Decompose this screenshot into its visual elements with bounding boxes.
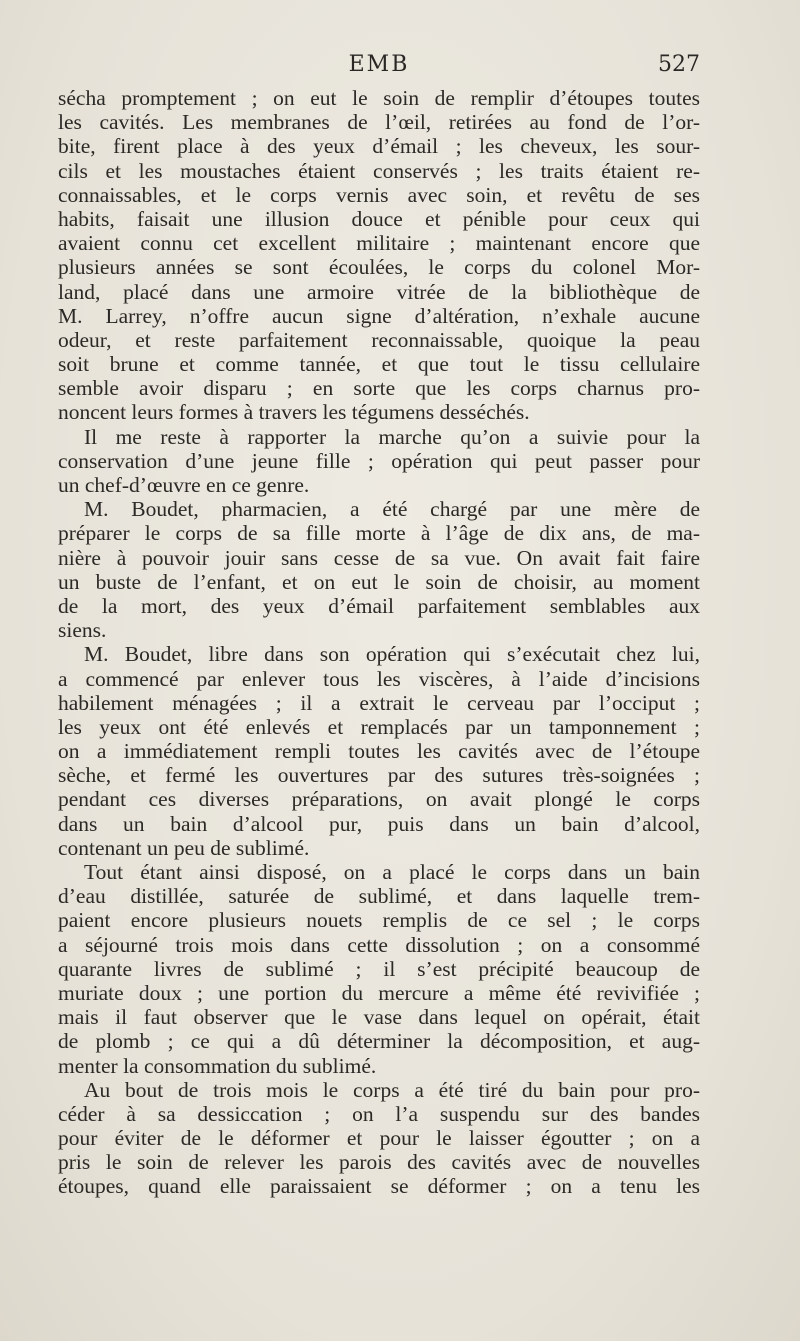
text-line: un chef-d’œuvre en ce genre.: [58, 473, 310, 497]
text-line: a commencé par enlever tous les viscères, à l’aide d’incisions: [58, 666, 700, 691]
text-line: habilement ménagées ; il a extrait le cerveau par l’occiput ;: [58, 690, 700, 715]
text-line: contenant un peu de sublimé.: [58, 835, 310, 860]
text-line: d’eau distillée, saturée de sublimé, et dans laquelle trem-: [58, 884, 700, 909]
text-line: sécha promptement ; on eut le soin de remplir d’étoupes toutes: [58, 86, 700, 110]
text-line: de la mort, des yeux d’émail parfaitement semblables aux: [58, 593, 700, 618]
paragraph: [58, 860, 700, 1078]
running-head: EMB: [348, 52, 410, 77]
text-line: M. Boudet, libre dans son opération qui s’exécutait chez lui,: [84, 642, 700, 667]
text-line: céder à sa dessiccation ; on l’a suspendu sur des bandes: [58, 1101, 700, 1126]
text-line: on a immédiatement rempli toutes les cavités avec de l’étoupe: [58, 739, 700, 764]
text-line: land, placé dans une armoire vitrée de la bibliothèque de: [58, 279, 700, 304]
text-line: habits, faisait une illusion douce et pénible pour ceux qui: [58, 206, 700, 231]
paragraph: [58, 642, 700, 860]
text-line: Tout étant ainsi disposé, on a placé le corps dans un bain: [84, 860, 700, 884]
text-line: pour éviter de le déformer et pour le laisser égoutter ; on a: [58, 1126, 700, 1151]
paragraph: [58, 497, 700, 642]
text-line: avaient connu cet excellent militaire ; maintenant encore que: [58, 231, 700, 256]
text-line: préparer le corps de sa fille morte à l’âge de dix ans, de ma-: [58, 521, 700, 546]
text-line: a séjourné trois mois dans cette dissolution ; on a consommé: [58, 932, 700, 957]
text-line: semble avoir disparu ; en sorte que les corps charnus pro-: [58, 376, 700, 401]
text-line: quarante livres de sublimé ; il s’est précipité beaucoup de: [58, 956, 700, 981]
page-number: 527: [658, 52, 700, 77]
paragraph: [58, 425, 700, 498]
page-header: [58, 52, 700, 86]
text-line: les cavités. Les membranes de l’œil, retirées au fond de l’or-: [58, 110, 700, 135]
text-line: M. Boudet, pharmacien, a été chargé par une mère de: [84, 497, 700, 522]
text-line: nière à pouvoir jouir sans cesse de sa vue. On avait fait faire: [58, 545, 700, 570]
text-line: odeur, et reste parfaitement reconnaissable, quoique la peau: [58, 327, 700, 352]
text-line: Au bout de trois mois le corps a été tiré du bain pour pro-: [84, 1077, 700, 1102]
body-text: [58, 86, 700, 1199]
text-line: Il me reste à rapporter la marche qu’on a suivie pour la: [84, 424, 700, 449]
text-line: noncent leurs formes à travers les tégumens desséchés.: [58, 400, 530, 425]
paragraph: [58, 86, 700, 425]
text-line: étoupes, quand elle paraissaient se déformer ; on a tenu les: [58, 1174, 700, 1199]
paragraph: [58, 1078, 700, 1199]
text-line: pendant ces diverses préparations, on avait plongé le corps: [58, 787, 700, 812]
text-line: conservation d’une jeune fille ; opération qui peut passer pour: [58, 448, 700, 473]
text-line: sèche, et fermé les ouvertures par des sutures très-soignées ;: [58, 763, 700, 788]
text-line: mais il faut observer que le vase dans lequel on opérait, était: [58, 1005, 700, 1030]
text-line: connaissables, et le corps vernis avec soin, et revêtu de ses: [58, 182, 700, 207]
text-line: de plomb ; ce qui a dû déterminer la décomposition, et aug-: [58, 1029, 700, 1054]
text-line: pris le soin de relever les parois des cavités avec de nouvelles: [58, 1150, 700, 1175]
text-line: menter la consommation du sublimé.: [58, 1053, 377, 1078]
text-line: bite, firent place à des yeux d’émail ; les cheveux, les sour-: [58, 134, 700, 159]
text-line: plusieurs années se sont écoulées, le corps du colonel Mor-: [58, 255, 700, 280]
text-line: un buste de l’enfant, et on eut le soin de choisir, au moment: [58, 569, 700, 594]
text-line: soit brune et comme tannée, et que tout le tissu cellulaire: [58, 352, 700, 377]
text-line: dans un bain d’alcool pur, puis dans un bain d’alcool,: [58, 811, 700, 836]
text-line: M. Larrey, n’offre aucun signe d’altération, n’exhale aucune: [58, 303, 700, 328]
text-line: paient encore plusieurs nouets remplis de ce sel ; le corps: [58, 908, 700, 933]
text-line: muriate doux ; une portion du mercure a même été revivifiée ;: [58, 980, 700, 1005]
text-line: les yeux ont été enlevés et remplacés par un tamponnement ;: [58, 714, 700, 739]
text-line: cils et les moustaches étaient conservés ; les traits étaient re-: [58, 158, 700, 183]
text-line: siens.: [58, 618, 107, 643]
